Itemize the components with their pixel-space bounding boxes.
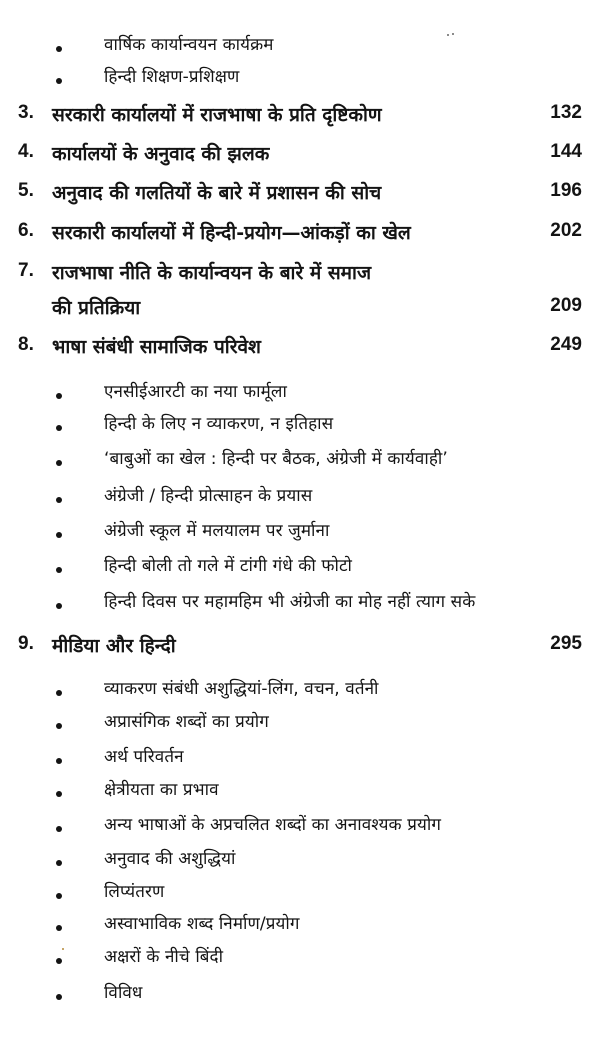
bullet-icon [56,603,62,609]
subitem-text: हिन्दी बोली तो गले में टांगी गंधे की फोटो [104,556,353,576]
subitem-text: अर्थ परिवर्तन [104,747,184,767]
bullet-icon [56,567,62,573]
bullet-icon [56,460,62,466]
bullet-icon [56,893,62,899]
bullet-icon [56,860,62,866]
subitem-text: एनसीईआरटी का नया फार्मूला [104,382,287,402]
chapter-number: 3. [18,102,34,123]
bullet-icon [56,78,62,84]
bullet-icon [56,791,62,797]
subitem-text: अन्य भाषाओं के अप्रचलित शब्दों का अनावश्यक प्रयोग [104,815,442,835]
subitem-text: हिन्दी दिवस पर महामहिम भी अंग्रेजी का मोह नहीं त्याग सके [104,592,476,612]
subitem-text: वार्षिक कार्यान्वयन कार्यक्रम [104,35,274,55]
page-number: 196 [550,180,582,201]
subitem-text: अंग्रेजी / हिन्दी प्रोत्साहन के प्रयास [104,486,313,506]
subitem-text: ‘बाबुओं का खेल : हिन्दी पर बैठक, अंग्रेजी में कार्यवाही’ [104,449,448,469]
page-number: 249 [550,334,582,355]
subitem-text: विविध [104,983,143,1003]
bullet-icon [56,690,62,696]
chapter-number: 6. [18,220,34,241]
bullet-icon [56,723,62,729]
scan-speck [447,34,449,36]
subitem-text: अक्षरों के नीचे बिंदी [104,947,224,967]
chapter-title: मीडिया और हिन्दी [52,635,176,657]
chapter-title: सरकारी कार्यालयों में राजभाषा के प्रति दृष्टिकोण [52,104,382,126]
bullet-icon [56,532,62,538]
page-number: 295 [550,633,582,654]
chapter-number: 7. [18,260,34,281]
subitem-text: लिप्यंतरण [104,882,165,902]
bullet-icon [56,46,62,52]
bullet-icon [56,958,62,964]
subitem-text: अंग्रेजी स्कूल में मलयालम पर जुर्माना [104,521,330,541]
chapter-number: 5. [18,180,34,201]
chapter-title: भाषा संबंधी सामाजिक परिवेश [52,336,261,358]
page-number: 144 [550,141,582,162]
bullet-icon [56,758,62,764]
chapter-number: 8. [18,334,34,355]
page-number: 132 [550,102,582,123]
chapter-title: कार्यालयों के अनुवाद की झलक [52,143,270,165]
page-number: 209 [550,295,582,316]
chapter-number: 9. [18,633,34,654]
subitem-text: क्षेत्रीयता का प्रभाव [104,780,219,800]
bullet-icon [56,925,62,931]
chapter-number: 4. [18,141,34,162]
bullet-icon [56,497,62,503]
chapter-title-line-1: राजभाषा नीति के कार्यान्वयन के बारे में समाज [52,262,372,284]
bullet-icon [56,826,62,832]
bullet-icon [56,393,62,399]
subitem-text: अप्रासंगिक शब्दों का प्रयोग [104,712,269,732]
chapter-title: अनुवाद की गलतियों के बारे में प्रशासन की सोच [52,182,382,204]
bullet-icon [56,425,62,431]
subitem-text: व्याकरण संबंधी अशुद्धियां-लिंग, वचन, वर्तनी [104,679,379,699]
scan-speck [62,948,64,950]
scan-speck [452,33,454,35]
subitem-text: हिन्दी शिक्षण-प्रशिक्षण [104,67,240,87]
subitem-text: अस्वाभाविक शब्द निर्माण/प्रयोग [104,914,300,934]
chapter-title-line-2: की प्रतिक्रिया [52,297,141,319]
subitem-text: हिन्दी के लिए न व्याकरण, न इतिहास [104,414,334,434]
page-number: 202 [550,220,582,241]
chapter-title: सरकारी कार्यालयों में हिन्दी-प्रयोग—आंकड़ों का खेल [52,222,411,244]
subitem-text: अनुवाद की अशुद्धियां [104,849,236,869]
bullet-icon [56,994,62,1000]
